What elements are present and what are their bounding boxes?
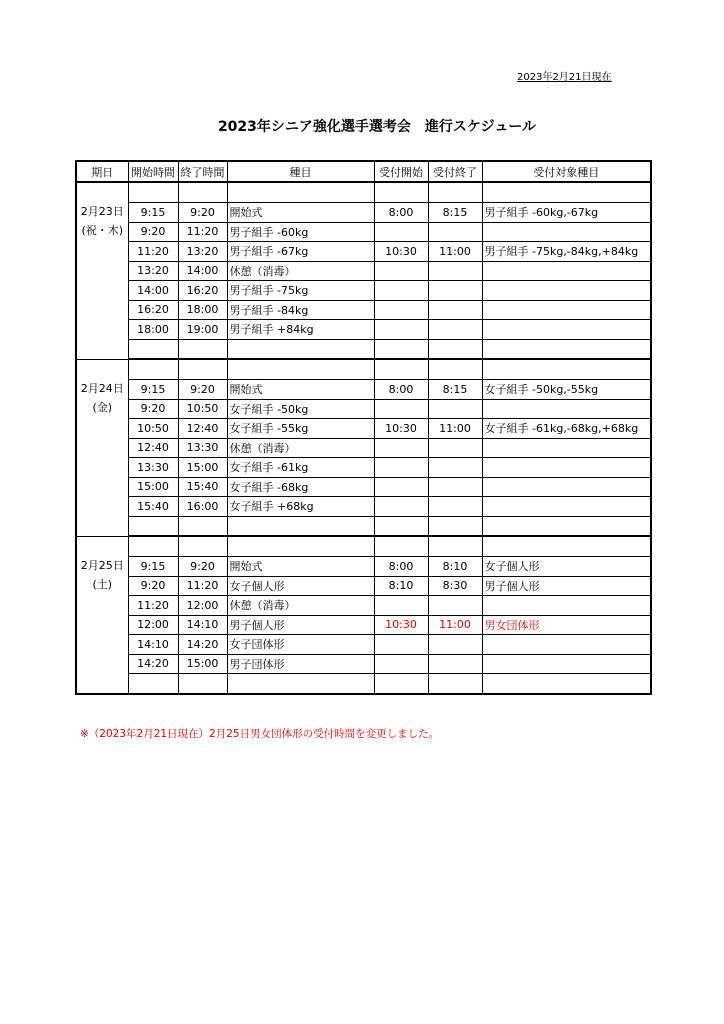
start-time-cell: 9:15 [128,203,178,223]
header-end: 終了時間 [178,161,227,182]
reception-start-cell [374,477,428,497]
event-name-cell: 男子組手 +84kg [227,320,374,340]
empty-cell [374,516,428,536]
schedule-row [76,654,651,674]
reception-target-cell: 男子個人形 [482,576,651,596]
reception-start-cell [374,261,428,281]
empty-cell [227,674,374,694]
schedule-row [76,222,651,242]
event-name-cell: 男子組手 -67kg [227,242,374,262]
schedule-row [76,320,651,340]
schedule-row [76,596,651,616]
reception-start-cell: 8:10 [374,576,428,596]
reception-target-cell [482,635,651,655]
day-date: 2月25日 [80,558,124,572]
empty-cell [227,359,374,380]
reception-start-cell [374,399,428,419]
start-time-cell: 14:20 [128,654,178,674]
empty-cell [428,339,482,359]
event-name-cell: 女子組手 -50kg [227,399,374,419]
reception-target-cell [482,222,651,242]
schedule-row [76,497,651,517]
reception-end-cell [428,654,482,674]
day-date: 2月24日 [80,381,124,395]
reception-start-cell [374,438,428,458]
day-date-cell [76,359,128,536]
reception-target-cell: 女子組手 -50kg,-55kg [482,380,651,400]
reception-end-cell [428,320,482,340]
event-name-cell: 男子組手 -84kg [227,300,374,320]
schedule-row [76,242,651,262]
empty-cell [128,674,178,694]
header-event: 種目 [227,161,374,182]
end-time-cell: 18:00 [178,300,227,320]
end-time-cell: 9:20 [178,557,227,577]
event-name-cell: 女子団体形 [227,635,374,655]
start-time-cell: 9:20 [128,576,178,596]
reception-start-cell [374,281,428,301]
start-time-cell: 13:30 [128,458,178,478]
reception-target-cell [482,261,651,281]
day-date-cell [76,182,128,359]
empty-cell [128,359,178,380]
start-time-cell: 14:00 [128,281,178,301]
empty-cell [428,674,482,694]
reception-end-cell [428,458,482,478]
start-time-cell: 15:00 [128,477,178,497]
end-time-cell: 12:40 [178,419,227,439]
schedule-row [76,438,651,458]
end-time-cell: 14:00 [178,261,227,281]
schedule-row [76,458,651,478]
schedule-row [76,261,651,281]
event-name-cell: 女子組手 -55kg [227,419,374,439]
reception-start-cell [374,222,428,242]
header-date: 期日 [76,161,128,182]
empty-cell [428,516,482,536]
empty-cell [374,339,428,359]
day-date-cell [76,536,128,694]
reception-end-cell: 8:30 [428,576,482,596]
end-time-cell: 16:00 [178,497,227,517]
reception-end-cell [428,281,482,301]
day-date: 2月23日 [80,205,124,218]
reception-start-cell: 10:30 [374,419,428,439]
end-time-cell: 13:20 [178,242,227,262]
header-reception-end: 受付終了 [428,161,482,182]
start-time-cell: 12:00 [128,615,178,635]
reception-end-cell [428,477,482,497]
empty-cell [227,516,374,536]
reception-start-cell [374,300,428,320]
empty-cell [482,359,651,380]
empty-cell [482,536,651,557]
start-time-cell: 11:20 [128,596,178,616]
empty-cell [374,674,428,694]
end-time-cell: 15:00 [178,654,227,674]
reception-target-cell [482,438,651,458]
reception-end-cell [428,497,482,517]
start-time-cell: 14:10 [128,635,178,655]
empty-cell [227,182,374,203]
reception-start-cell [374,458,428,478]
schedule-row [76,477,651,497]
reception-end-cell [428,399,482,419]
start-time-cell: 10:50 [128,419,178,439]
end-time-cell: 14:20 [178,635,227,655]
reception-end-cell [428,300,482,320]
schedule-row [76,419,651,439]
day-weekday: (土) [92,577,113,591]
schedule-row [76,300,651,320]
reception-target-cell: 女子個人形 [482,557,651,577]
start-time-cell: 11:20 [128,242,178,262]
reception-start-cell: 10:30 [374,615,428,635]
schedule-row [76,576,651,596]
event-name-cell: 開始式 [227,557,374,577]
reception-start-cell: 8:00 [374,203,428,223]
event-name-cell: 男子個人形 [227,615,374,635]
spacer-row [76,674,651,694]
header-reception-start: 受付開始 [374,161,428,182]
empty-cell [482,674,651,694]
empty-cell [178,182,227,203]
start-time-cell: 9:15 [128,380,178,400]
event-name-cell: 女子組手 -61kg [227,458,374,478]
start-time-cell: 16:20 [128,300,178,320]
end-time-cell: 10:50 [178,399,227,419]
end-time-cell: 12:00 [178,596,227,616]
empty-cell [227,339,374,359]
day-weekday: (金) [92,400,113,414]
end-time-cell: 15:00 [178,458,227,478]
end-time-cell: 13:30 [178,438,227,458]
start-time-cell: 15:40 [128,497,178,517]
empty-cell [178,359,227,380]
end-time-cell: 16:20 [178,281,227,301]
reception-target-cell [482,320,651,340]
reception-target-cell: 女子組手 -61kg,-68kg,+68kg [482,419,651,439]
start-time-cell: 9:20 [128,399,178,419]
end-time-cell: 15:40 [178,477,227,497]
empty-cell [428,182,482,203]
reception-start-cell: 8:00 [374,557,428,577]
reception-start-cell [374,497,428,517]
empty-cell [128,516,178,536]
empty-cell [128,536,178,557]
end-time-cell: 14:10 [178,615,227,635]
event-name-cell: 男子団体形 [227,654,374,674]
reception-start-cell [374,654,428,674]
event-name-cell: 開始式 [227,203,374,223]
reception-end-cell: 8:10 [428,557,482,577]
event-name-cell: 開始式 [227,380,374,400]
empty-cell [428,536,482,557]
day-weekday: (祝・木) [81,224,124,237]
event-name-cell: 休憩（消毒） [227,596,374,616]
empty-cell [482,182,651,203]
end-time-cell: 9:20 [178,380,227,400]
empty-cell [128,339,178,359]
reception-target-cell [482,654,651,674]
start-time-cell: 9:20 [128,222,178,242]
end-time-cell: 19:00 [178,320,227,340]
schedule-row [76,615,651,635]
empty-cell [482,516,651,536]
schedule-row [76,203,651,223]
reception-end-cell [428,222,482,242]
start-time-cell: 12:40 [128,438,178,458]
empty-cell [374,359,428,380]
reception-start-cell [374,635,428,655]
reception-target-cell [482,399,651,419]
event-name-cell: 男子組手 -75kg [227,281,374,301]
reception-start-cell [374,596,428,616]
reception-end-cell: 11:00 [428,615,482,635]
schedule-table [75,160,652,695]
schedule-row [76,380,651,400]
reception-end-cell [428,261,482,281]
reception-end-cell: 8:15 [428,380,482,400]
reception-target-cell [482,281,651,301]
empty-cell [428,359,482,380]
schedule-row [76,281,651,301]
schedule-row [76,557,651,577]
reception-target-cell [482,458,651,478]
start-time-cell: 18:00 [128,320,178,340]
page-title: 2023年シニア強化選手選考会 進行スケジュール [217,119,537,135]
end-time-cell: 9:20 [178,203,227,223]
empty-cell [227,536,374,557]
spacer-row [76,339,651,359]
header-reception-target: 受付対象種目 [482,161,651,182]
start-time-cell: 13:20 [128,261,178,281]
empty-cell [482,339,651,359]
date-stamp: 2023年2月21日現在 [517,72,612,83]
change-notice: ※（2023年2月21日現在）2月25日男女団体形の受付時間を変更しました。 [80,728,440,740]
reception-start-cell: 8:00 [374,380,428,400]
reception-target-cell [482,497,651,517]
reception-start-cell: 10:30 [374,242,428,262]
start-time-cell: 9:15 [128,557,178,577]
schedule-row [76,399,651,419]
schedule-row [76,635,651,655]
event-name-cell: 女子組手 -68kg [227,477,374,497]
reception-target-cell: 男女団体形 [482,615,651,635]
empty-cell [128,182,178,203]
reception-end-cell [428,635,482,655]
reception-target-cell: 男子組手 -75kg,-84kg,+84kg [482,242,651,262]
reception-start-cell [374,320,428,340]
reception-target-cell [482,300,651,320]
end-time-cell: 11:20 [178,222,227,242]
end-time-cell: 11:20 [178,576,227,596]
event-name-cell: 休憩（消毒） [227,438,374,458]
spacer-row [76,182,651,203]
event-name-cell: 休憩（消毒） [227,261,374,281]
empty-cell [178,516,227,536]
event-name-cell: 女子個人形 [227,576,374,596]
reception-end-cell: 11:00 [428,419,482,439]
header-start: 開始時間 [128,161,178,182]
empty-cell [178,339,227,359]
empty-cell [374,182,428,203]
spacer-row [76,359,651,380]
spacer-row [76,536,651,557]
reception-end-cell: 8:15 [428,203,482,223]
empty-cell [374,536,428,557]
event-name-cell: 男子組手 -60kg [227,222,374,242]
spacer-row [76,516,651,536]
empty-cell [178,536,227,557]
reception-target-cell [482,477,651,497]
reception-end-cell [428,596,482,616]
reception-target-cell [482,596,651,616]
event-name-cell: 女子組手 +68kg [227,497,374,517]
reception-end-cell: 11:00 [428,242,482,262]
reception-target-cell: 男子組手 -60kg,-67kg [482,203,651,223]
reception-end-cell [428,438,482,458]
empty-cell [178,674,227,694]
table-header-row [76,161,651,182]
